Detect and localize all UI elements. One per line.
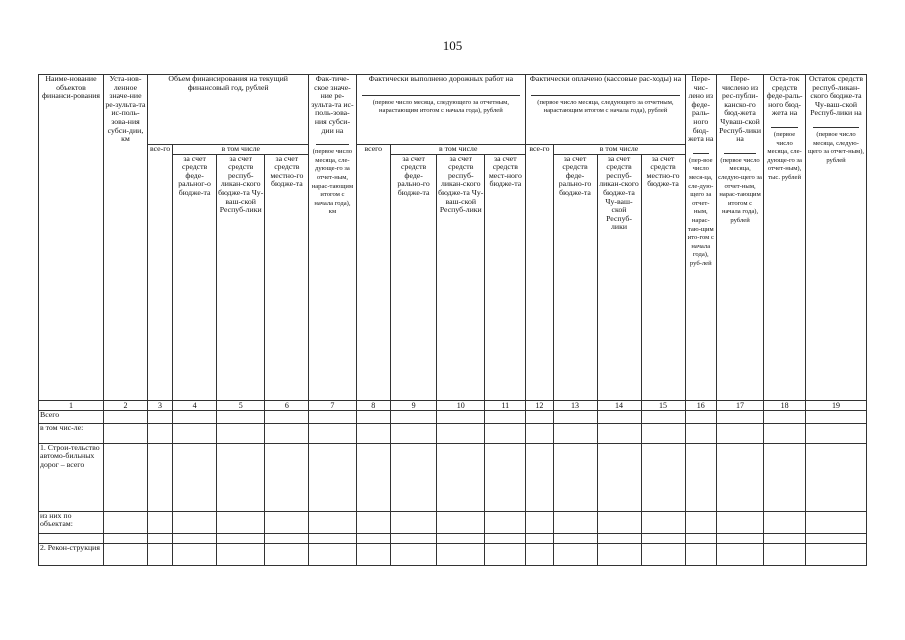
row-label: в том чис-ле: <box>39 423 104 443</box>
table-cell <box>685 511 716 533</box>
table-cell <box>597 543 641 565</box>
header-work-total: всего <box>356 145 391 401</box>
table-row <box>39 423 867 443</box>
column-number: 2 <box>103 400 147 410</box>
table-cell <box>356 423 391 443</box>
table-cell <box>526 543 553 565</box>
table-cell <box>265 443 309 511</box>
table-cell <box>685 543 716 565</box>
date-blank-line <box>693 146 709 154</box>
column-number: 10 <box>437 400 485 410</box>
date-blank-line <box>316 137 348 145</box>
header-object-name: Наиме-нование объектов финанси-рования <box>39 75 104 401</box>
table-cell <box>147 533 172 543</box>
header-federal-balance <box>764 75 806 401</box>
table-cell <box>806 443 867 511</box>
table-cell <box>641 410 685 423</box>
table-cell <box>716 511 763 533</box>
table-cell <box>309 543 356 565</box>
table-cell <box>641 443 685 511</box>
header-republic-transferred <box>716 75 763 401</box>
table-row <box>39 410 867 423</box>
row-label: 2. Рекон-струкция <box>39 543 104 565</box>
header-republic-budget: за счет средств респуб-ликан-ского бюдже-та Чу-ваш-ской Респуб-лики <box>437 154 485 400</box>
column-number: 17 <box>716 400 763 410</box>
table-cell <box>685 443 716 511</box>
table-cell <box>641 543 685 565</box>
header-total: все-го <box>147 145 172 401</box>
table-cell <box>764 443 806 511</box>
table-cell <box>103 410 147 423</box>
table-cell <box>485 423 526 443</box>
table-cell <box>309 533 356 543</box>
column-number: 14 <box>597 400 641 410</box>
table-cell <box>685 533 716 543</box>
header-federal-transferred-sub: (пер-вое число меся-ца, сле-дую-щего за отчет-ным, нарас-таю-щим ито-гом с начала года), руб-лей <box>687 156 714 267</box>
table-cell <box>173 423 217 443</box>
header-actual-value-sub: (первое число месяца, сле-дующе-го за отчет-ным, нарас-тающим итогом с начала года), км <box>311 148 354 216</box>
table-cell <box>217 423 265 443</box>
page-number: 105 <box>442 38 463 53</box>
column-number: 16 <box>685 400 716 410</box>
table-cell <box>764 511 806 533</box>
header-republic-transferred-main: Пере-числено из рес-публи-канско-го бюд-жета Чуваш-ской Респуб-лики на <box>719 74 761 144</box>
date-blank-line <box>724 146 756 154</box>
table-cell <box>391 543 437 565</box>
header-work-done-sub: (первое число месяца, следующего за отчетным, нарастающим итогом с начала года), рублей <box>372 98 510 115</box>
table-cell <box>485 511 526 533</box>
table-cell <box>391 443 437 511</box>
table-cell <box>437 443 485 511</box>
table-cell <box>553 511 597 533</box>
header-target-value: Уста-нов-ленное значе-ние ре-зульта-та ис-поль-зова-ния субси-дии, км <box>103 75 147 401</box>
table-cell <box>553 423 597 443</box>
header-republic-budget: за счет средств респуб-ликан-ского бюдже-та Чу-ваш-ской Респуб-лики <box>597 154 641 400</box>
header-federal-budget: за счет средств феде-рально-го бюдже-та <box>391 154 437 400</box>
table-cell <box>641 423 685 443</box>
table-cell <box>173 443 217 511</box>
table-cell <box>173 410 217 423</box>
table-cell <box>391 533 437 543</box>
table-cell <box>147 443 172 511</box>
column-number: 5 <box>217 400 265 410</box>
table-row <box>39 533 867 543</box>
date-blank-line <box>771 120 798 128</box>
table-cell <box>597 443 641 511</box>
table-cell <box>597 533 641 543</box>
header-paid-main: Фактически оплачено (кассовые рас-ходы) на <box>529 74 682 83</box>
table-cell <box>437 543 485 565</box>
table-cell <box>147 410 172 423</box>
table-cell <box>437 423 485 443</box>
table-cell <box>597 410 641 423</box>
header-paid-sub: (первое число месяца, следующего за отчетным, нарастающим итогом с начала года), рублей <box>537 98 674 115</box>
header-including: в том числе <box>173 145 309 155</box>
row-label: Всего <box>39 410 104 423</box>
header-republic-budget: за счет средств респуб-ликан-ского бюдже-та Чу-ваш-ской Респуб-лики <box>217 154 265 400</box>
table-cell <box>173 511 217 533</box>
header-local-budget: за счет средств мест-ного бюдже-та <box>485 154 526 400</box>
table-cell <box>356 543 391 565</box>
header-republic-balance-main: Остаток средств респуб-ликан-ского бюдже-та Чу-ваш-ской Респуб-лики на <box>809 74 864 118</box>
table-cell <box>217 533 265 543</box>
table-row <box>39 511 867 533</box>
table-cell <box>485 533 526 543</box>
table-row <box>39 443 867 511</box>
header-paid <box>526 75 685 145</box>
financing-report-table <box>38 74 867 566</box>
table-cell <box>716 423 763 443</box>
table-cell <box>391 410 437 423</box>
header-federal-budget: за счет средств феде-рально-го бюдже-та <box>553 154 597 400</box>
table-cell <box>265 511 309 533</box>
header-actual-value-main: Фак-тиче-ское значе-ние ре-зульта-та ис-поль-зова-ния субси-дии на <box>311 74 354 135</box>
header-federal-balance-main: Оста-ток средств феде-раль-ного бюд-жета на <box>766 74 803 118</box>
header-work-done <box>356 75 526 145</box>
table-cell <box>265 410 309 423</box>
column-number: 15 <box>641 400 685 410</box>
table-cell <box>764 423 806 443</box>
table-cell <box>265 533 309 543</box>
column-number: 18 <box>764 400 806 410</box>
table-cell <box>526 410 553 423</box>
table-cell <box>173 543 217 565</box>
table-cell <box>485 443 526 511</box>
header-federal-balance-sub: (первое число месяца, сле-дующе-го за отчет-ным), тыс. рублей <box>767 130 802 181</box>
header-republic-balance-sub: (первое число месяца, следую-щего за отчет-ным), рублей <box>807 130 865 164</box>
table-cell <box>103 533 147 543</box>
table-cell <box>716 443 763 511</box>
header-local-budget: за счет средств местно-го бюдже-та <box>641 154 685 400</box>
table-cell <box>485 543 526 565</box>
table-cell <box>716 533 763 543</box>
table-cell <box>217 410 265 423</box>
table-cell <box>309 423 356 443</box>
table-cell <box>553 443 597 511</box>
header-including: в том числе <box>553 145 685 155</box>
header-including: в том числе <box>391 145 526 155</box>
table-cell <box>764 543 806 565</box>
table-cell <box>437 410 485 423</box>
table-cell <box>553 543 597 565</box>
table-cell <box>597 511 641 533</box>
table-cell <box>309 410 356 423</box>
table-cell <box>553 410 597 423</box>
header-paid-total: все-го <box>526 145 553 401</box>
table-cell <box>309 511 356 533</box>
column-number: 7 <box>309 400 356 410</box>
table-cell <box>217 511 265 533</box>
column-number: 11 <box>485 400 526 410</box>
table-cell <box>526 511 553 533</box>
table-cell <box>806 511 867 533</box>
table-cell <box>553 533 597 543</box>
column-number: 8 <box>356 400 391 410</box>
table-cell <box>764 533 806 543</box>
table-cell <box>103 443 147 511</box>
table-cell <box>217 543 265 565</box>
table-cell <box>391 423 437 443</box>
table-cell <box>147 423 172 443</box>
table-cell <box>526 443 553 511</box>
table-cell <box>806 543 867 565</box>
column-number: 19 <box>806 400 867 410</box>
table-cell <box>526 423 553 443</box>
table-cell <box>806 410 867 423</box>
table-cell <box>485 410 526 423</box>
row-label <box>39 533 104 543</box>
header-local-budget: за счет средств местно-го бюдже-та <box>265 154 309 400</box>
table-cell <box>764 410 806 423</box>
header-financing-volume: Объем финансирования на текущий финансовый год, рублей <box>147 75 308 145</box>
column-number: 3 <box>147 400 172 410</box>
table-cell <box>437 533 485 543</box>
table-cell <box>641 511 685 533</box>
header-actual-value <box>309 75 356 401</box>
table-cell <box>356 410 391 423</box>
column-number: 6 <box>265 400 309 410</box>
header-republic-transferred-sub: (первое число месяца, следую-щего за отчет-ным, нарас-тающим итогом с начала года), рублей <box>718 156 762 224</box>
date-blank-line <box>813 120 859 128</box>
table-cell <box>597 423 641 443</box>
header-work-done-main: Фактически выполнено дорожных работ на <box>368 74 514 83</box>
table-cell <box>173 533 217 543</box>
table-cell <box>147 543 172 565</box>
table-cell <box>437 511 485 533</box>
column-number: 1 <box>39 400 104 410</box>
column-number: 4 <box>173 400 217 410</box>
column-number: 13 <box>553 400 597 410</box>
table-cell <box>526 533 553 543</box>
date-blank-line <box>531 84 679 96</box>
table-cell <box>716 410 763 423</box>
table-cell <box>309 443 356 511</box>
date-blank-line <box>362 84 521 96</box>
table-cell <box>265 423 309 443</box>
header-federal-budget: за счет средств феде-ральног-о бюдже-та <box>173 154 217 400</box>
table-cell <box>356 533 391 543</box>
table-cell <box>103 423 147 443</box>
header-federal-transferred <box>685 75 716 401</box>
table-cell <box>806 533 867 543</box>
table-cell <box>217 443 265 511</box>
table-cell <box>391 511 437 533</box>
table-cell <box>641 533 685 543</box>
table-row <box>39 543 867 565</box>
column-number: 12 <box>526 400 553 410</box>
table-cell <box>147 511 172 533</box>
header-republic-balance <box>806 75 867 401</box>
column-number-row <box>39 400 867 410</box>
table-cell <box>685 423 716 443</box>
table-cell <box>265 543 309 565</box>
table-cell <box>356 511 391 533</box>
row-label: 1. Строи-тельство автомо-бильных дорог – всего <box>39 443 104 511</box>
row-label: из них по объектам: <box>39 511 104 533</box>
table-cell <box>806 423 867 443</box>
table-cell <box>716 543 763 565</box>
table-cell <box>356 443 391 511</box>
column-number: 9 <box>391 400 437 410</box>
header-federal-transferred-main: Пере-чис-лено из феде-раль-ного бюд-жета на <box>688 74 714 144</box>
table-cell <box>103 543 147 565</box>
table-cell <box>685 410 716 423</box>
table-cell <box>103 511 147 533</box>
